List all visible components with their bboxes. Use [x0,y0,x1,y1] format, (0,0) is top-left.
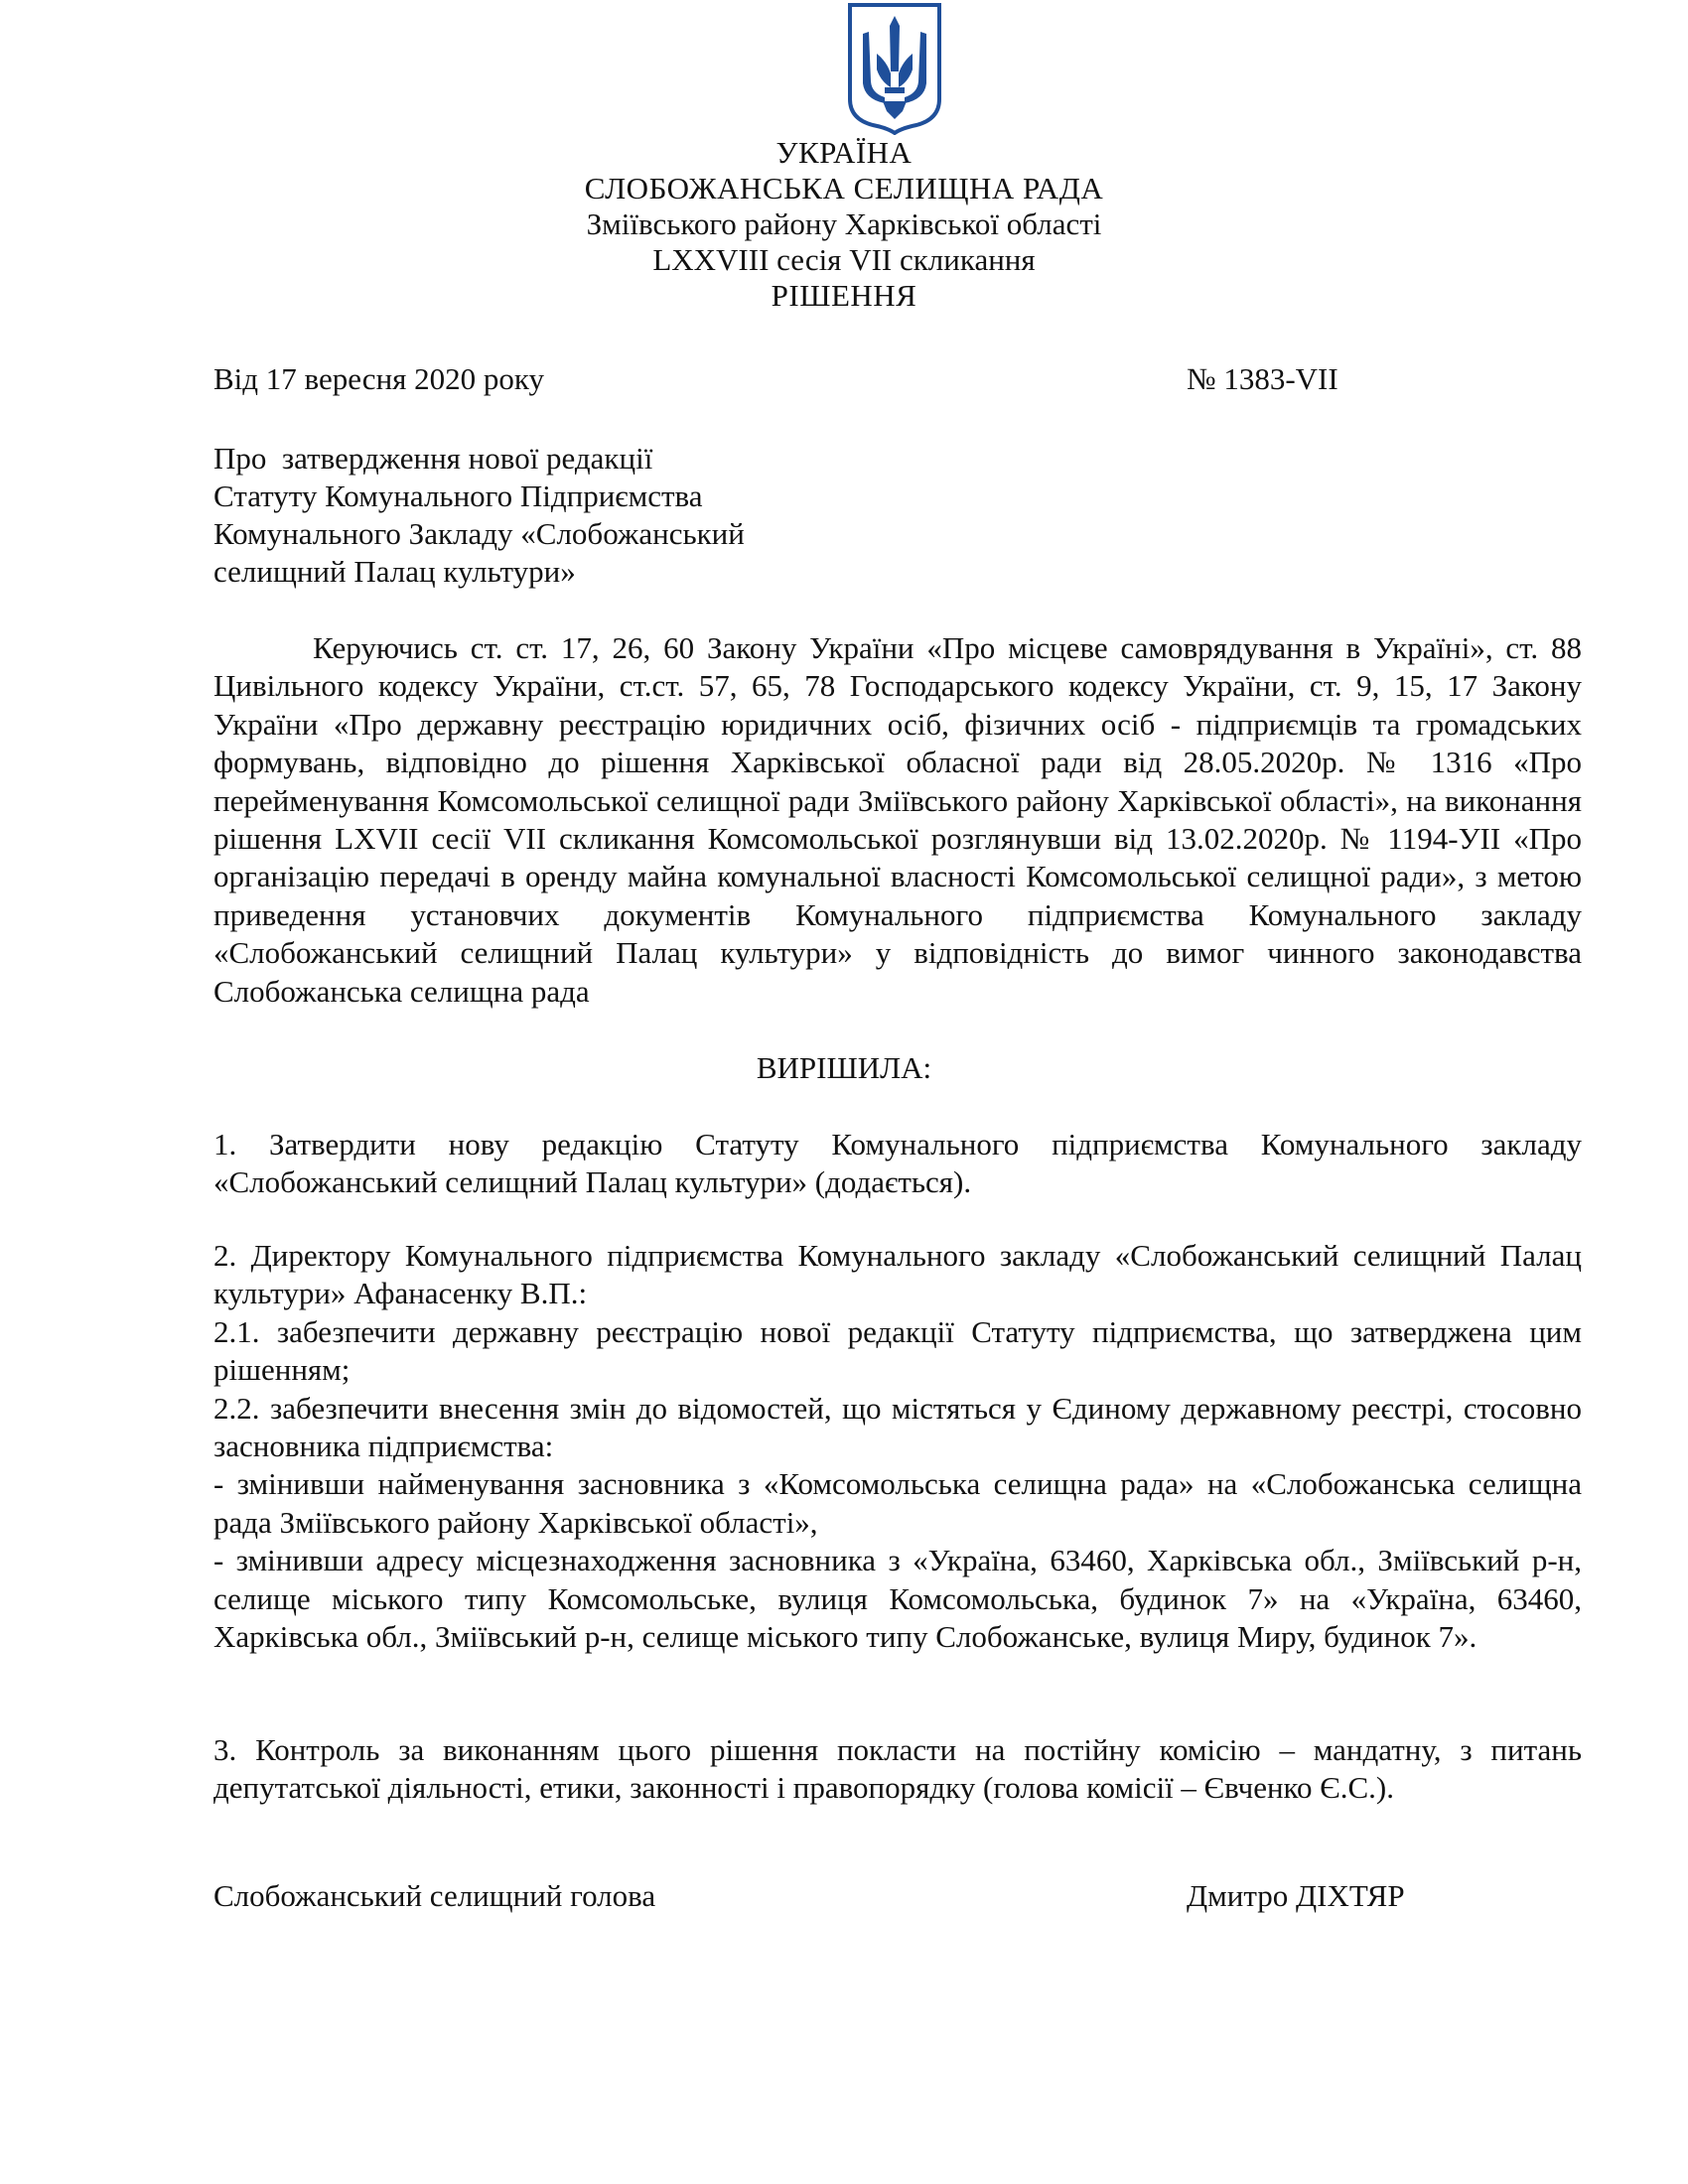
resolved-heading: ВИРІШИЛА: [756,1050,932,1085]
signature-position: Слобожанський селищний голова [213,1878,656,1913]
item-2-intro: 2. Директору Комунального підприємства Комунального закладу «Слобожанський селищний Палац культури» Афанасенку В.П.: [213,1238,1582,1311]
decision-item-2 [213,1237,1582,1656]
subject-line: Комунального Закладу «Слобожанський [213,516,745,551]
subject-line: селищний Палац культури» [213,554,576,589]
signature-name: Дмитро ДІХТЯР [1187,1878,1405,1913]
document-header [0,135,1688,314]
decision-number: № 1383-VII [1187,361,1338,396]
preamble-paragraph: Керуючись ст. ст. 17, 26, 60 Закону України «Про місцеве самоврядування в Україні», ст. 88 Цивільного кодексу України, ст.ст. 57, 65, 78 Господарського кодексу України, ст. 9, 15, 17 Закону України «Про державну реєстрацію юридичних осіб, фізичних осіб - підприємців та громадських формувань, відповідно до рішення Харківської обласної ради від 28.05.2020р. № 1316 «Про перейменування Комсомольської селищної ради Зміївського району Харківської області», на виконання рішення LXVII сесії VII скликання Комсомольської розглянувши від 13.02.2020р. № 1194-УІІ «Про організацію передачі в оренду майна комунальної власності Комсомольської селищної ради», з метою приведення установчих документів Комунального підприємства Комунального закладу «Слобожанський селищний Палац культури» у відповідність до вимог чинного законодавства Слобожанська селищна рада [213,630,1582,1009]
subject-line: Статуту Комунального Підприємства [213,478,703,513]
item-2-2-dash-1: - змінивши найменування засновника з «Комсомольська селищна рада» на «Слобожанська селищна рада Зміївського району Харківської області», [213,1466,1582,1540]
decision-item-3: 3. Контроль за виконанням цього рішення покласти на постійну комісію – мандатну, з питань депутатської діяльності, етики, законності і правопорядку (голова комісії – Євченко Є.С.). [213,1732,1582,1806]
header-session: LXXVIII сесія VII скликання [652,242,1036,277]
item-2-2: 2.2. забезпечити внесення змін до відомостей, що містяться у Єдиному державному реєстрі, стосовно засновника підприємства: [213,1390,1582,1464]
ukraine-trident-coat-of-arms-icon [847,2,942,135]
decision-item-1: 1. Затвердити нову редакцію Статуту Комунального підприємства Комунального закладу «Слобожанський селищний Палац культури» (додається). [213,1127,1582,1200]
decision-subject [213,440,745,591]
header-district: Зміївського району Харківської області [586,206,1102,241]
subject-line: Про затвердження нової редакції [213,441,653,476]
header-country: УКРАЇНА [775,135,913,170]
item-2-1: 2.1. забезпечити державну реєстрацію нової редакції Статуту підприємства, що затверджена цим рішенням; [213,1313,1582,1388]
decision-date: Від 17 вересня 2020 року [213,361,545,396]
header-doc-type: РІШЕННЯ [771,278,917,313]
header-council: СЛОБОЖАНСЬКА СЕЛИЩНА РАДА [584,171,1104,205]
item-2-2-dash-2: - змінивши адресу місцезнаходження засновника з «Україна, 63460, Харківська обл., Зміївський р-н, селище міського типу Комсомольське, вулиця Комсомольська, будинок 7» на «Україна, 63460, Харківська обл., Зміївський р-н, селище міського типу Слобожанське, вулиця Миру, будинок 7». [213,1543,1582,1655]
